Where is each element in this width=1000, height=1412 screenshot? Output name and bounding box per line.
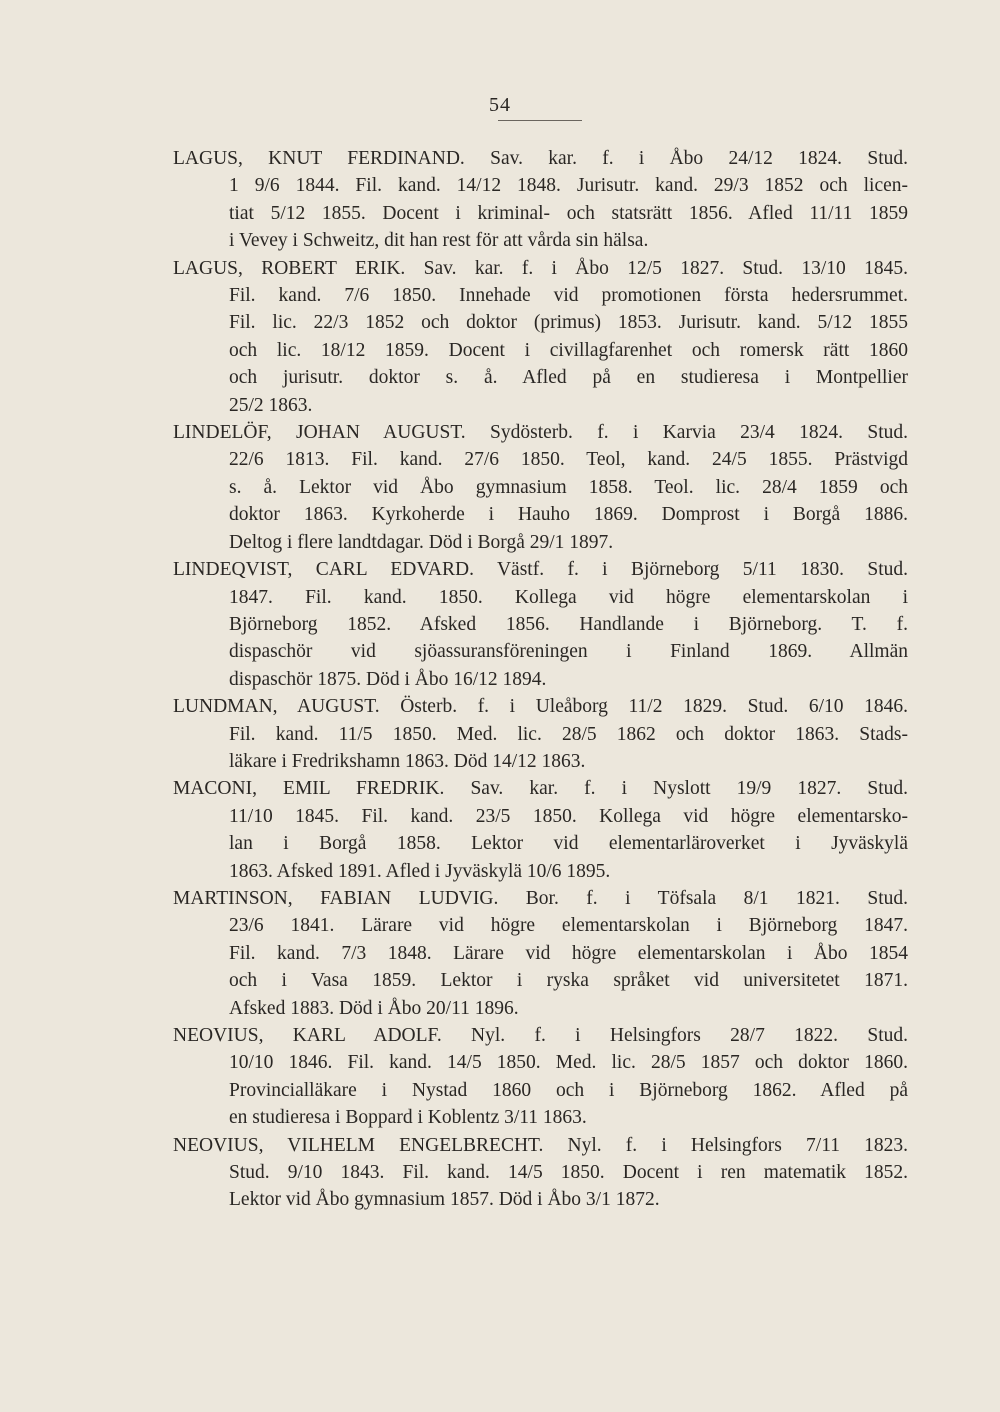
biography-list (173, 145, 908, 1214)
entry-text-line: Fil. kand. 7/6 1850. Innehade vid promotionen första hedersrummet. (229, 285, 908, 307)
entry-text-line: 1863. Afsked 1891. Afled i Jyväskylä 10/6 1895. (229, 860, 611, 882)
entry-text-line: s. å. Lektor vid Åbo gymnasium 1858. Teol. lic. 28/4 1859 och (229, 476, 908, 498)
biography-entry (173, 556, 908, 693)
biography-entry (173, 255, 908, 419)
entry-text-line: 11/10 1845. Fil. kand. 23/5 1850. Kollega vid högre elementarsko- (229, 805, 908, 827)
entry-text-line: dispaschör 1875. Död i Åbo 16/12 1894. (229, 668, 547, 690)
biography-entry (173, 775, 908, 885)
entry-heading-line: LUNDMAN, AUGUST. Österb. f. i Uleåborg 11/2 1829. Stud. 6/10 1846. (173, 696, 908, 718)
biography-entry (173, 145, 908, 255)
page-number-rule (498, 120, 582, 121)
entry-heading-line: MARTINSON, FABIAN LUDVIG. Bor. f. i Töfsala 8/1 1821. Stud. (173, 887, 908, 909)
entry-heading-line: LAGUS, KNUT FERDINAND. Sav. kar. f. i Åbo 24/12 1824. Stud. (173, 148, 908, 169)
page-number: 54 (489, 94, 511, 116)
entry-heading-line: LAGUS, ROBERT ERIK. Sav. kar. f. i Åbo 12/5 1827. Stud. 13/10 1845. (173, 257, 908, 279)
entry-text-line: Lektor vid Åbo gymnasium 1857. Död i Åbo 3/1 1872. (229, 1189, 660, 1211)
entry-heading-line: LINDEQVIST, CARL EDVARD. Västf. f. i Björneborg 5/11 1830. Stud. (173, 559, 908, 581)
entry-text-line: 10/10 1846. Fil. kand. 14/5 1850. Med. lic. 28/5 1857 och doktor 1860. (229, 1052, 908, 1074)
entry-text-line: och i Vasa 1859. Lektor i ryska språket vid universitetet 1871. (229, 970, 908, 992)
entry-text-line: Provincialläkare i Nystad 1860 och i Björneborg 1862. Afled på (229, 1079, 908, 1101)
entry-text-line: Stud. 9/10 1843. Fil. kand. 14/5 1850. Docent i ren matematik 1852. (229, 1162, 908, 1184)
entry-text-line: Björneborg 1852. Afsked 1856. Handlande i Björneborg. T. f. (229, 613, 908, 635)
entry-text-line: Fil. kand. 11/5 1850. Med. lic. 28/5 1862 och doktor 1863. Stads- (229, 723, 908, 745)
entry-text-line: 25/2 1863. (229, 394, 313, 416)
entry-text-line: tiat 5/12 1855. Docent i kriminal- och statsrätt 1856. Afled 11/11 1859 (229, 202, 908, 224)
entry-heading-line: LINDELÖF, JOHAN AUGUST. Sydösterb. f. i Karvia 23/4 1824. Stud. (173, 422, 908, 444)
entry-text-line: doktor 1863. Kyrkoherde i Hauho 1869. Domprost i Borgå 1886. (229, 504, 908, 526)
entry-text-line: 22/6 1813. Fil. kand. 27/6 1850. Teol, kand. 24/5 1855. Prästvigd (229, 449, 908, 471)
entry-heading-line: NEOVIUS, KARL ADOLF. Nyl. f. i Helsingfors 28/7 1822. Stud. (173, 1025, 908, 1046)
entry-text-line: i Vevey i Schweitz, dit han rest för att vårda sin hälsa. (229, 230, 649, 252)
entry-heading-line: NEOVIUS, VILHELM ENGELBRECHT. Nyl. f. i Helsingfors 7/11 1823. (173, 1134, 908, 1156)
entry-text-line: dispaschör vid sjöassuransföreningen i Finland 1869. Allmän (229, 641, 908, 663)
entry-text-line: Fil. lic. 22/3 1852 och doktor (primus) 1853. Jurisutr. kand. 5/12 1855 (229, 312, 908, 334)
entry-text-line: 1 9/6 1844. Fil. kand. 14/12 1848. Jurisutr. kand. 29/3 1852 och licen- (229, 175, 908, 197)
biography-entry (173, 1022, 908, 1132)
entry-heading-line: MACONI, EMIL FREDRIK. Sav. kar. f. i Nyslott 19/9 1827. Stud. (173, 778, 908, 800)
biography-entry (173, 885, 908, 1022)
entry-text-line: Afsked 1883. Död i Åbo 20/11 1896. (229, 997, 519, 1019)
biography-entry (173, 419, 908, 556)
entry-text-line: Fil. kand. 7/3 1848. Lärare vid högre elementarskolan i Åbo 1854 (229, 942, 908, 964)
biography-entry (173, 693, 908, 775)
entry-text-line: Deltog i flere landtdagar. Död i Borgå 29/1 1897. (229, 531, 614, 553)
entry-text-line: och lic. 18/12 1859. Docent i civillagfarenhet och romersk rätt 1860 (229, 339, 908, 361)
entry-text-line: en studieresa i Boppard i Koblentz 3/11 1863. (229, 1107, 587, 1129)
entry-text-line: 1847. Fil. kand. 1850. Kollega vid högre elementarskolan i (229, 586, 908, 608)
entry-text-line: lan i Borgå 1858. Lektor vid elementarläroverket i Jyväskylä (229, 833, 908, 855)
biography-entry (173, 1132, 908, 1214)
entry-text-line: 23/6 1841. Lärare vid högre elementarskolan i Björneborg 1847. (229, 915, 908, 937)
entry-text-line: läkare i Fredrikshamn 1863. Död 14/12 1863. (229, 750, 586, 772)
entry-text-line: och jurisutr. doktor s. å. Afled på en studieresa i Montpellier (229, 367, 908, 389)
